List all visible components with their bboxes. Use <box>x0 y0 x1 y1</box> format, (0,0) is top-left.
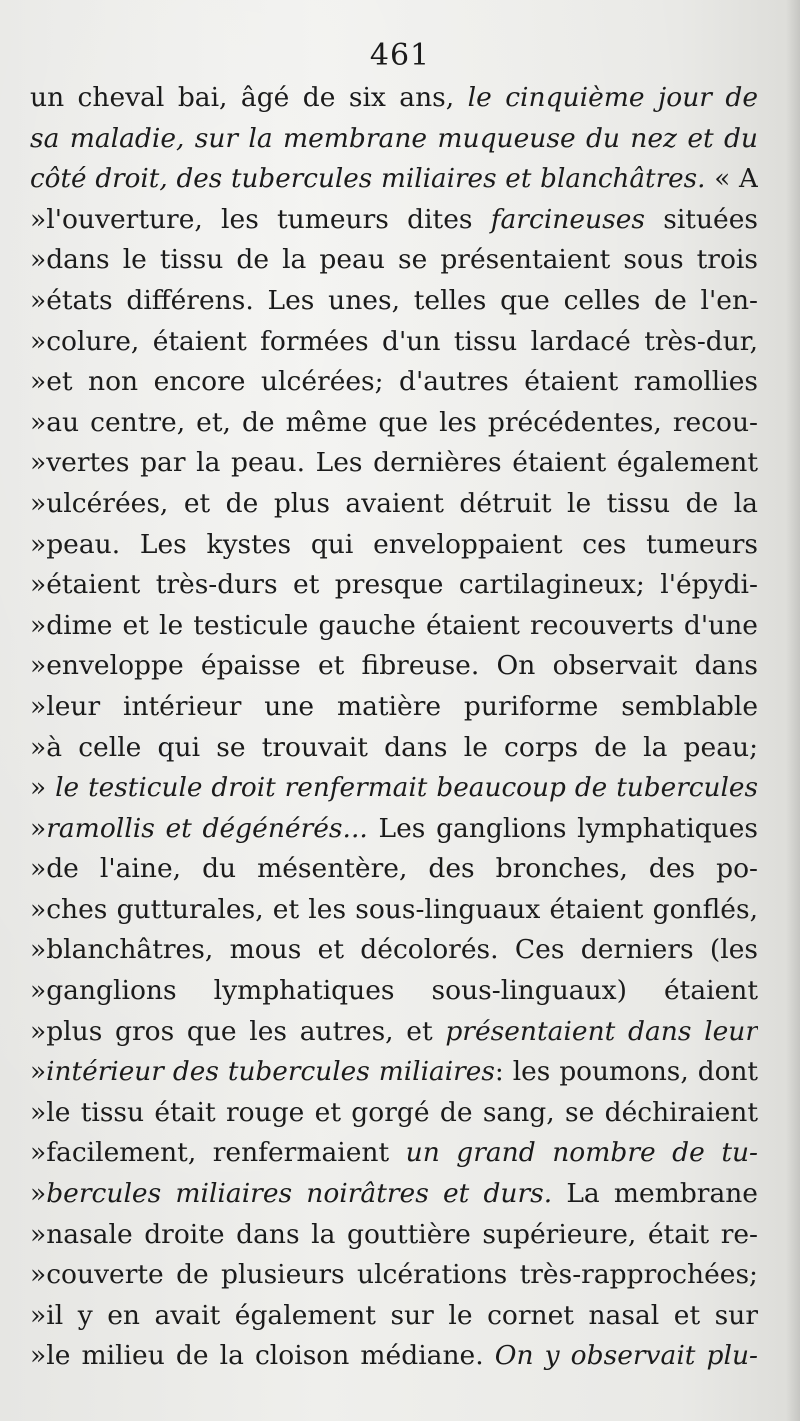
italic-text: On y observait plu- <box>494 1340 758 1372</box>
text-line <box>30 606 758 647</box>
text-line <box>30 1052 758 1093</box>
text-run: »ganglions lymphatiques sous-linguaux) étaient <box>30 975 758 1007</box>
text-run: »il y en avait également sur le cornet nasal et sur <box>30 1299 758 1331</box>
text-run: Les ganglions lymphatiques <box>367 812 758 844</box>
text-run: »peau. Les kystes qui enveloppaient ces tumeurs <box>30 528 758 560</box>
text-run: »ulcérées, et de plus avaient détruit le tissu de la <box>30 487 758 519</box>
text-run: » <box>30 1057 47 1088</box>
text-run: »et non encore ulcérées; d'autres étaient ramollies <box>30 366 758 398</box>
text-run: »à celle qui se trouvait dans le corps de la peau; <box>30 731 758 763</box>
page-edge-shadow <box>786 0 800 1421</box>
text-line <box>30 1093 758 1134</box>
text-line <box>30 849 758 890</box>
text-run: »états différens. Les unes, telles que celles de l'en- <box>30 284 758 316</box>
italic-text: ramollis et dégénérés... <box>46 812 368 844</box>
text-run: »étaient très-durs et presque cartilagineux; l'épydi- <box>30 569 758 601</box>
text-run: » <box>30 1178 47 1210</box>
text-run: »au centre, et, de même que les précédentes, recou- <box>30 406 758 438</box>
text-line <box>30 1336 758 1377</box>
text-run: »colure, étaient formées d'un tissu lardacé très-dur, <box>30 325 758 357</box>
text-run: situées <box>645 203 758 235</box>
page-number: 461 <box>369 38 431 73</box>
text-line <box>30 890 758 931</box>
text-run: »plus gros que les autres, et <box>30 1015 446 1047</box>
italic-text: farcineuses <box>490 203 645 235</box>
text-line <box>30 443 758 484</box>
text-run: »nasale droite dans la gouttière supérieure, était re- <box>30 1218 758 1250</box>
text-run: »dans le tissu de la peau se présentaient sous trois <box>30 244 758 276</box>
text-line <box>30 403 758 444</box>
text-line <box>30 362 758 403</box>
text-line <box>30 768 758 809</box>
text-run: »enveloppe épaisse et fibreuse. On observait dans <box>30 650 758 682</box>
text-line <box>30 809 758 850</box>
text-line <box>30 1296 758 1337</box>
text-run: »l'ouverture, les tumeurs dites <box>30 203 491 235</box>
text-run: »vertes par la peau. Les dernières étaient également <box>30 447 758 479</box>
text-run: » <box>30 773 56 804</box>
text-run: »ches gutturales, et les sous-linguaux étaient gonflés, <box>30 893 758 925</box>
text-run: » <box>30 812 47 844</box>
text-run: »couverte de plusieurs ulcérations très-rapprochées; <box>30 1259 758 1291</box>
italic-text: bercules miliaires noirâtres et durs. <box>46 1178 553 1210</box>
text-line <box>30 525 758 566</box>
italic-text: le testicule droit renfermait beaucoup de tubercules <box>55 773 758 804</box>
text-line <box>30 565 758 606</box>
text-line <box>30 728 758 769</box>
text-line <box>30 1012 758 1053</box>
text-line <box>30 687 758 728</box>
text-line <box>30 1215 758 1256</box>
italic-text: présentaient dans leur <box>445 1015 758 1047</box>
text-line <box>30 1255 758 1296</box>
text-run: : les poumons, dont <box>494 1057 758 1088</box>
text-run: La membrane <box>552 1178 758 1210</box>
italic-text: un grand nombre de tu- <box>405 1137 758 1169</box>
text-run: »leur intérieur une matière puriforme semblable <box>30 690 758 722</box>
text-line <box>30 930 758 971</box>
text-line <box>30 1174 758 1215</box>
text-run: »facilement, renfermaient <box>30 1137 406 1169</box>
text-line <box>30 484 758 525</box>
italic-text: côté droit, des tubercules miliaires et blanchâtres. <box>30 164 706 195</box>
text-line <box>30 240 758 281</box>
text-line <box>30 281 758 322</box>
text-line <box>30 1133 758 1174</box>
text-line <box>30 322 758 363</box>
text-line <box>30 646 758 687</box>
text-line <box>30 200 758 241</box>
italic-text: intérieur des tubercules miliaires <box>46 1057 495 1088</box>
text-line <box>30 159 758 200</box>
text-line <box>30 78 758 119</box>
text-run: un cheval bai, âgé de six ans, <box>30 82 468 113</box>
text-run: »le tissu était rouge et gorgé de sang, se déchiraient <box>30 1096 758 1128</box>
text-run: »le milieu de la cloison médiane. <box>30 1340 495 1372</box>
text-run: »dime et le testicule gauche étaient recouverts d'une <box>30 609 758 641</box>
text-line <box>30 119 758 160</box>
italic-text: sa maladie, sur la membrane muqueuse du nez et du <box>30 122 758 154</box>
text-run: « A <box>705 164 758 195</box>
body-text <box>30 78 758 1377</box>
text-line <box>30 971 758 1012</box>
italic-text: le cinquième jour de <box>467 82 758 113</box>
text-run: »blanchâtres, mous et décolorés. Ces derniers (les <box>30 934 758 966</box>
text-run: »de l'aine, du mésentère, des bronches, des po- <box>30 853 758 885</box>
